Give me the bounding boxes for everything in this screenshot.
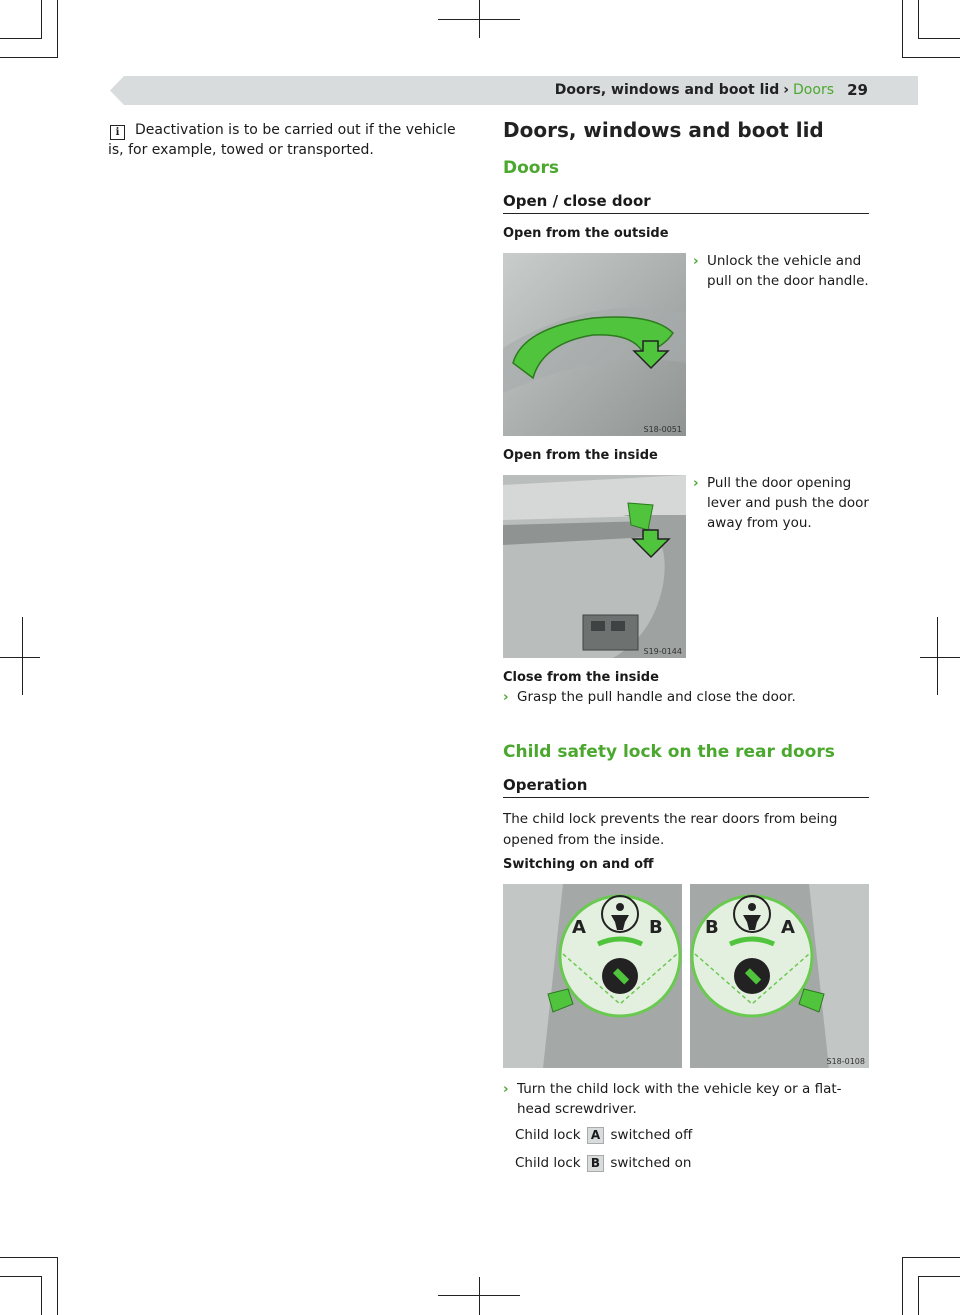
step-text: Turn the child lock with the vehicle key or a flat-head screwdriver. (517, 1081, 842, 1117)
step-chevron-icon: › (503, 1081, 509, 1097)
crop-mark (22, 617, 23, 695)
heading-open-outside: Open from the outside (503, 226, 669, 241)
step-chevron-icon: › (503, 689, 509, 705)
crop-mark (479, 1277, 480, 1315)
door-handle-illustration (503, 253, 686, 436)
crop-mark (438, 1295, 520, 1296)
crop-mark (0, 38, 42, 39)
lock-label-a-left: A (572, 917, 586, 938)
step-chevron-icon: › (693, 475, 699, 491)
figure-door-lever-inside (503, 475, 686, 658)
lock-label-b-left: B (649, 917, 663, 938)
crop-mark (902, 57, 960, 58)
door-lever-illustration (503, 475, 686, 658)
lock-b-post: switched on (610, 1155, 692, 1171)
crop-mark (41, 1277, 42, 1315)
crop-mark (918, 0, 919, 38)
figure-code: S18-0051 (643, 425, 682, 434)
info-icon: i (110, 125, 125, 140)
crop-mark (0, 1257, 58, 1258)
step-text: Pull the door opening lever and push the door away from you. (707, 475, 869, 531)
crop-mark (0, 57, 58, 58)
crop-mark (918, 38, 960, 39)
step-text: Grasp the pull handle and close the door. (517, 689, 796, 705)
crop-mark (57, 1257, 58, 1315)
subsection-open-close: Open / close door (503, 192, 869, 214)
crop-mark (0, 1276, 42, 1277)
heading-close-inside: Close from the inside (503, 670, 659, 685)
heading-switching: Switching on and off (503, 857, 654, 872)
operation-text: The child lock prevents the rear doors from being opened from the inside. (503, 811, 838, 848)
crop-mark (41, 0, 42, 38)
child-lock-illustration (503, 884, 869, 1068)
crop-mark (0, 657, 40, 658)
step-open-inside (693, 473, 875, 533)
section-heading-child-lock: Child safety lock on the rear doors (503, 742, 835, 762)
section-heading-doors: Doors (503, 158, 559, 178)
lock-b-badge: B (587, 1155, 604, 1172)
info-note-text: Deactivation is to be carried out if the vehicle is, for example, towed or transported. (108, 122, 456, 158)
crop-mark (918, 1276, 960, 1277)
breadcrumb-section[interactable]: Doors, windows and boot lid (554, 82, 780, 98)
figure-child-lock (503, 884, 869, 1068)
figure-code: S18-0108 (826, 1057, 865, 1066)
lock-b-pre: Child lock (515, 1155, 581, 1171)
crop-mark (937, 617, 938, 695)
step-close-inside (503, 687, 883, 707)
figure-door-handle-outside (503, 253, 686, 436)
page-title: Doors, windows and boot lid (503, 118, 824, 142)
crop-mark (920, 657, 960, 658)
breadcrumb-current[interactable]: Doors (793, 82, 834, 98)
step-text: Unlock the vehicle and pull on the door handle. (707, 253, 869, 289)
child-lock-a-state (515, 1125, 855, 1146)
crop-mark (438, 19, 520, 20)
lock-label-a-right: A (781, 917, 795, 938)
breadcrumb (555, 82, 834, 98)
lock-a-post: switched off (610, 1127, 693, 1143)
subsection-operation: Operation (503, 776, 869, 798)
page-number: 29 (847, 81, 868, 99)
heading-open-inside: Open from the inside (503, 448, 658, 463)
lock-label-b-right: B (705, 917, 719, 938)
step-turn-child-lock (503, 1079, 869, 1119)
breadcrumb-separator: › (783, 82, 790, 98)
step-open-outside (693, 251, 885, 291)
crop-mark (57, 0, 58, 58)
crop-mark (902, 1257, 960, 1258)
lock-a-badge: A (587, 1127, 604, 1144)
info-note (108, 120, 468, 160)
crop-mark (902, 0, 903, 58)
crop-mark (918, 1277, 919, 1315)
figure-code: S19-0144 (643, 647, 682, 656)
child-lock-b-state (515, 1153, 855, 1174)
crop-mark (902, 1257, 903, 1315)
step-chevron-icon: › (693, 253, 699, 269)
lock-a-pre: Child lock (515, 1127, 581, 1143)
